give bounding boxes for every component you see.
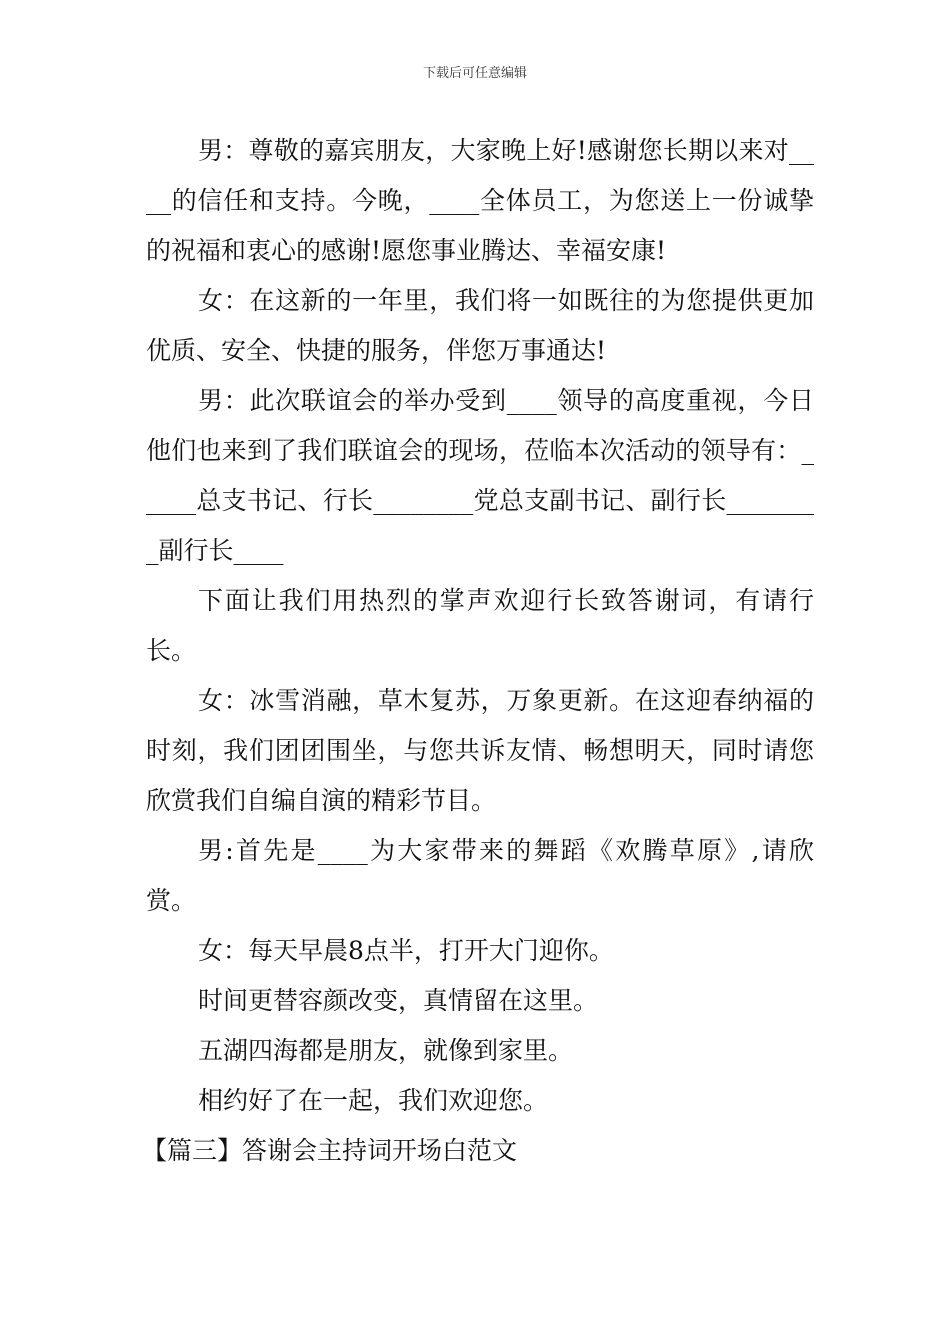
document-body [142,126,814,1176]
page-header: 下载后可任意编辑 [422,66,527,81]
verse-line-3: 五湖四海都是朋友，就像到家里。 [198,1036,574,1065]
section-heading: 【篇三】答谢会主持词开场白范文 [142,1136,518,1165]
paragraph-new-year: 女：在这新的一年里，我们将一如既往的为您提供更加优质、安全、快捷的服务，伴您万事通达! [146,286,814,365]
paragraph-first-program: 男:首先是____为大家带来的舞蹈《欢腾草原》,请欣赏。 [146,836,814,915]
verse-line-1: 女：每天早晨8点半，打开大门迎你。 [198,936,614,965]
paragraph-spring: 女：冰雪消融，草木复苏，万象更新。在这迎春纳福的时刻，我们团团围坐，与您共诉友情、畅想明天，同时请您欣赏我们自编自演的精彩节目。 [146,686,814,815]
paragraph-welcome-speech: 下面让我们用热烈的掌声欢迎行长致答谢词，有请行长。 [146,586,814,665]
paragraph-greeting: 男：尊敬的嘉宾朋友，大家晚上好!感谢您长期以来对____的信任和支持。今晚，____全体员工，为您送上一份诚挚的祝福和衷心的感谢!愿您事业腾达、幸福安康! [146,136,814,265]
paragraph-leaders: 男：此次联谊会的举办受到____领导的高度重视，今日他们也来到了我们联谊会的现场，莅临本次活动的领导有：_____总支书记、行长________党总支副书记、副行长________副行长____ [146,386,814,565]
verse-line-4: 相约好了在一起，我们欢迎您。 [198,1086,549,1115]
verse-line-2: 时间更替容颜改变，真情留在这里。 [198,986,599,1015]
